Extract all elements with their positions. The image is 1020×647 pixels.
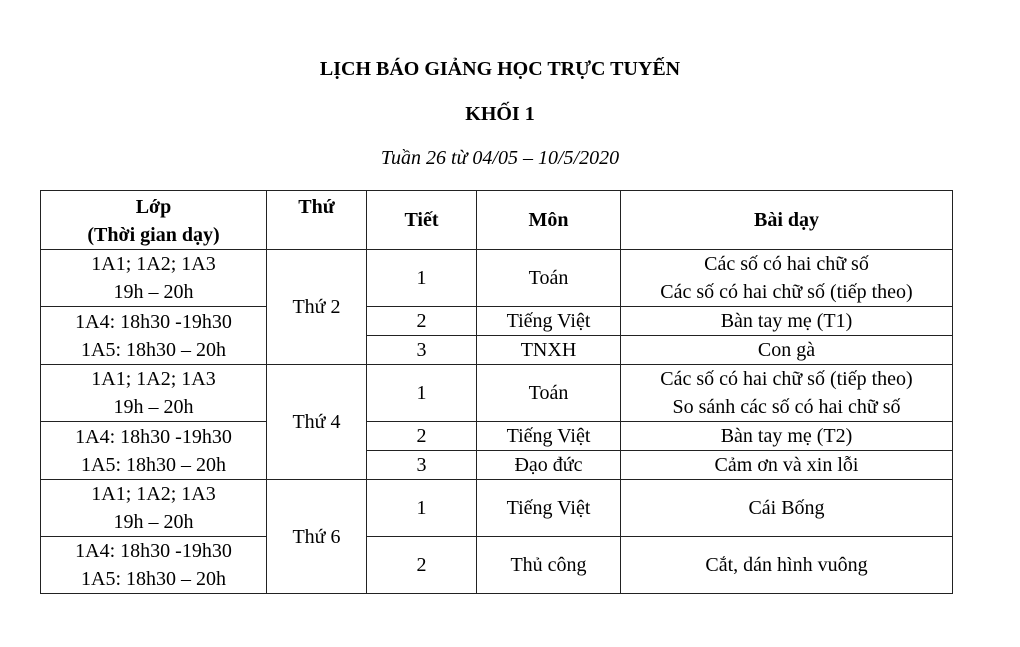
lesson-title: So sánh các số có hai chữ số: [672, 396, 901, 418]
subject-cell: Tiếng Việt: [477, 422, 621, 451]
day-cell: Thứ 2: [267, 250, 367, 365]
class-group-b-line1: 1A4: 18h30 -19h30: [75, 540, 232, 562]
lesson-cell: [621, 480, 953, 537]
period-cell: 3: [367, 336, 477, 365]
class-group-a-line2: 19h – 20h: [113, 511, 194, 533]
table-row: [41, 537, 953, 594]
period-cell: 1: [367, 480, 477, 537]
subject-cell: Tiếng Việt: [477, 307, 621, 336]
period-cell: 1: [367, 365, 477, 422]
header-mon: Môn: [477, 191, 621, 250]
header-tiet: Tiết: [367, 191, 477, 250]
lesson-title: Bàn tay mẹ (T2): [720, 425, 853, 447]
day-cell: Thứ 4: [267, 365, 367, 480]
table-row: [41, 307, 953, 336]
subject-cell: Toán: [477, 365, 621, 422]
header-lop-line1: Lớp: [135, 196, 172, 218]
class-group-a-line1: 1A1; 1A2; 1A3: [91, 253, 216, 275]
class-group-a-line1: 1A1; 1A2; 1A3: [91, 483, 216, 505]
lesson-title: Các số có hai chữ số: [704, 253, 869, 275]
table-row: [41, 422, 953, 451]
week-range: Tuần 26 từ 04/05 – 10/5/2020: [380, 147, 620, 169]
class-group-b-line1: 1A4: 18h30 -19h30: [75, 425, 232, 448]
lesson-title: Các số có hai chữ số (tiếp theo): [660, 368, 913, 390]
lesson-title: Cảm ơn và xin lỗi: [714, 454, 859, 476]
subject-cell: Đạo đức: [477, 451, 621, 480]
lesson-title: Các số có hai chữ số (tiếp theo): [660, 281, 913, 303]
subject-cell: Tiếng Việt: [477, 480, 621, 537]
header-bai-day: Bài dạy: [621, 191, 953, 250]
header-thu: Thứ: [267, 191, 367, 250]
class-group-b-line1: 1A4: 18h30 -19h30: [75, 310, 232, 333]
class-group-a-line2: 19h – 20h: [113, 396, 194, 418]
schedule-table: [40, 190, 953, 594]
class-group-cell: [41, 422, 267, 480]
lesson-title: Cái Bống: [748, 497, 825, 519]
day-cell: Thứ 6: [267, 480, 367, 594]
header-row: [41, 191, 953, 250]
class-group-cell: [41, 480, 267, 537]
lesson-cell: [621, 336, 953, 365]
lesson-cell: [621, 537, 953, 594]
table-row: [41, 480, 953, 537]
lesson-cell: [621, 451, 953, 480]
lesson-cell: [621, 307, 953, 336]
lesson-cell: [621, 365, 953, 422]
document-subtitle: KHỐI 1: [465, 103, 535, 125]
lesson-cell: [621, 250, 953, 307]
class-group-cell: [41, 537, 267, 594]
header-lop: [41, 191, 267, 250]
period-cell: 2: [367, 307, 477, 336]
header-lop-line2: (Thời gian dạy): [87, 224, 220, 246]
document-title: LỊCH BÁO GIẢNG HỌC TRỰC TUYẾN: [319, 58, 681, 80]
lesson-title: Con gà: [757, 339, 816, 361]
class-group-a-line1: 1A1; 1A2; 1A3: [91, 368, 216, 390]
period-cell: 1: [367, 250, 477, 307]
class-group-a-line2: 19h – 20h: [113, 281, 194, 303]
class-group-cell: [41, 365, 267, 422]
class-group-b-line2: 1A5: 18h30 – 20h: [81, 338, 226, 361]
subject-cell: Thủ công: [477, 537, 621, 594]
class-group-b-line2: 1A5: 18h30 – 20h: [81, 453, 226, 476]
class-group-b-line2: 1A5: 18h30 – 20h: [81, 568, 226, 590]
subject-cell: TNXH: [477, 336, 621, 365]
table-row: [41, 365, 953, 422]
lesson-title: Bàn tay mẹ (T1): [720, 310, 853, 332]
lesson-cell: [621, 422, 953, 451]
class-group-cell: [41, 307, 267, 365]
period-cell: 2: [367, 422, 477, 451]
period-cell: 3: [367, 451, 477, 480]
class-group-cell: [41, 250, 267, 307]
period-cell: 2: [367, 537, 477, 594]
table-row: [41, 250, 953, 307]
lesson-title: Cắt, dán hình vuông: [705, 554, 868, 576]
subject-cell: Toán: [477, 250, 621, 307]
